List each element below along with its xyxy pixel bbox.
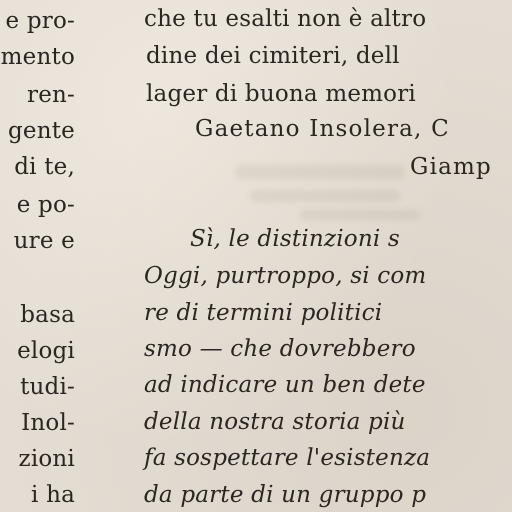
italic-line: da parte di un gruppo p	[144, 482, 427, 508]
left-line: di te,	[14, 154, 75, 180]
left-line: e pro-	[5, 8, 75, 34]
left-line: elogi	[17, 338, 75, 364]
show-through-smudge	[250, 190, 400, 202]
italic-line: della nostra storia più	[144, 409, 406, 435]
left-line: ren-	[27, 82, 75, 108]
show-through-smudge	[235, 165, 405, 179]
italic-line: ad indicare un ben dete	[144, 372, 426, 398]
left-line: zioni	[18, 446, 75, 472]
left-line: mento	[0, 44, 75, 70]
italic-line: re di termini politici	[144, 300, 383, 326]
left-line: gente	[7, 118, 75, 144]
italic-line: smo — che dovrebbero	[144, 336, 416, 362]
body-line: dine dei cimiteri, dell	[146, 43, 400, 69]
left-line: basa	[20, 302, 75, 328]
show-through-smudge	[300, 210, 420, 220]
left-line: ure e	[13, 228, 75, 254]
body-line: che tu esalti non è altro	[144, 6, 427, 32]
left-line: e po-	[16, 192, 75, 218]
signature-name: Gaetano Insolera, C	[195, 116, 450, 142]
italic-line: Oggi, purtroppo, si com	[144, 263, 427, 289]
italic-line: Sì, le distinzioni s	[190, 226, 400, 252]
signature-city: Giamp	[410, 154, 492, 180]
left-line: Inol-	[21, 410, 75, 436]
left-line: i ha	[31, 482, 75, 508]
body-line: lager di buona memori	[146, 81, 416, 107]
left-line: tudi-	[20, 374, 75, 400]
italic-line: fa sospettare l'esistenza	[144, 445, 431, 471]
